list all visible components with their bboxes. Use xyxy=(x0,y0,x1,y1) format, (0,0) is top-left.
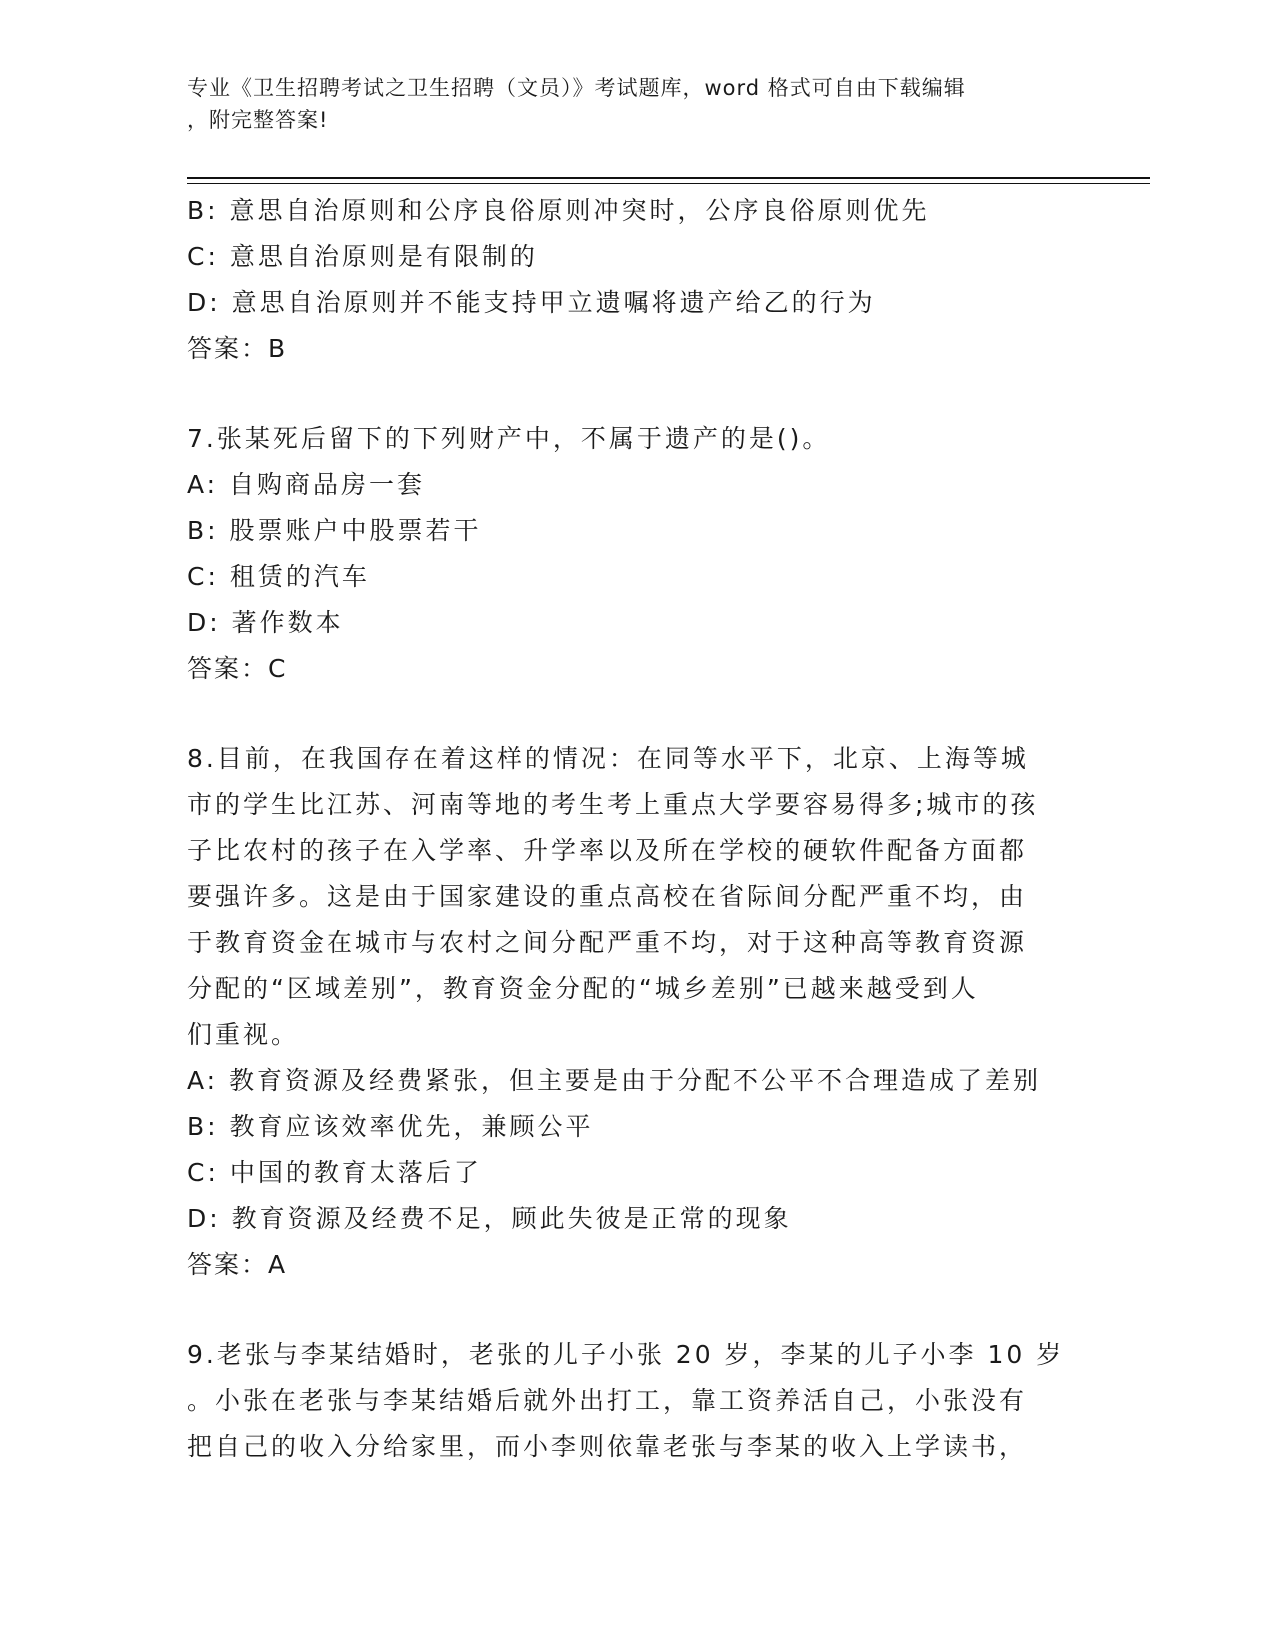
question-text-line: 们重视。 xyxy=(187,1020,300,1049)
header-line-2: ，附完整答案! xyxy=(187,108,329,132)
question-text-line: 9.老张与李某结婚时，老张的儿子小张 20 岁，李某的儿子小李 10 岁 xyxy=(187,1340,1065,1369)
question-text-line: 子比农村的孩子在入学率、升学率以及所在学校的硬软件配备方面都 xyxy=(187,836,1028,865)
header-line-1: 专业《卫生招聘考试之卫生招聘（文员）》考试题库，word 格式可自由下载编辑 xyxy=(187,76,966,100)
option-c: C: 意思自治原则是有限制的 xyxy=(187,242,538,271)
document-body xyxy=(187,188,1087,1470)
question-text-line: 要强许多。这是由于国家建设的重点高校在省际间分配严重不均，由 xyxy=(187,882,1028,911)
answer: 答案：B xyxy=(187,334,288,363)
option-d: D: 著作数本 xyxy=(187,608,344,637)
question-8 xyxy=(187,736,1087,1288)
option-b: B: 意思自治原则和公序良俗原则冲突时，公序良俗原则优先 xyxy=(187,196,930,225)
question-text-line: 8.目前，在我国存在着这样的情况：在同等水平下，北京、上海等城 xyxy=(187,744,1029,773)
option-d: D: 意思自治原则并不能支持甲立遗嘱将遗产给乙的行为 xyxy=(187,288,876,317)
header-divider-thick xyxy=(187,177,1150,179)
header-divider-thin xyxy=(187,183,1150,184)
answer: 答案：A xyxy=(187,1250,288,1279)
option-a: A: 自购商品房一套 xyxy=(187,470,426,499)
question-text: 7.张某死后留下的下列财产中，不属于遗产的是()。 xyxy=(187,424,831,453)
question-9 xyxy=(187,1332,1087,1470)
option-d: D: 教育资源及经费不足，顾此失彼是正常的现象 xyxy=(187,1204,792,1233)
question-7 xyxy=(187,416,1087,692)
question-text-line: 分配的“区域差别”，教育资金分配的“城乡差别”已越来越受到人 xyxy=(187,974,979,1003)
option-a: A: 教育资源及经费紧张，但主要是由于分配不公平不合理造成了差别 xyxy=(187,1066,1042,1095)
question-text-line: 市的学生比江苏、河南等地的考生考上重点大学要容易得多;城市的孩 xyxy=(187,790,1039,819)
question-text-line: 把自己的收入分给家里，而小李则依靠老张与李某的收入上学读书， xyxy=(187,1432,1028,1461)
option-c: C: 中国的教育太落后了 xyxy=(187,1158,482,1187)
option-b: B: 教育应该效率优先，兼顾公平 xyxy=(187,1112,594,1141)
question-6 xyxy=(187,188,1087,372)
answer: 答案：C xyxy=(187,654,288,683)
question-text-line: 。小张在老张与李某结婚后就外出打工，靠工资养活自己，小张没有 xyxy=(187,1386,1028,1415)
question-text-line: 于教育资金在城市与农村之间分配严重不均，对于这种高等教育资源 xyxy=(187,928,1028,957)
option-c: C: 租赁的汽车 xyxy=(187,562,370,591)
option-b: B: 股票账户中股票若干 xyxy=(187,516,482,545)
document-header xyxy=(187,72,1067,136)
